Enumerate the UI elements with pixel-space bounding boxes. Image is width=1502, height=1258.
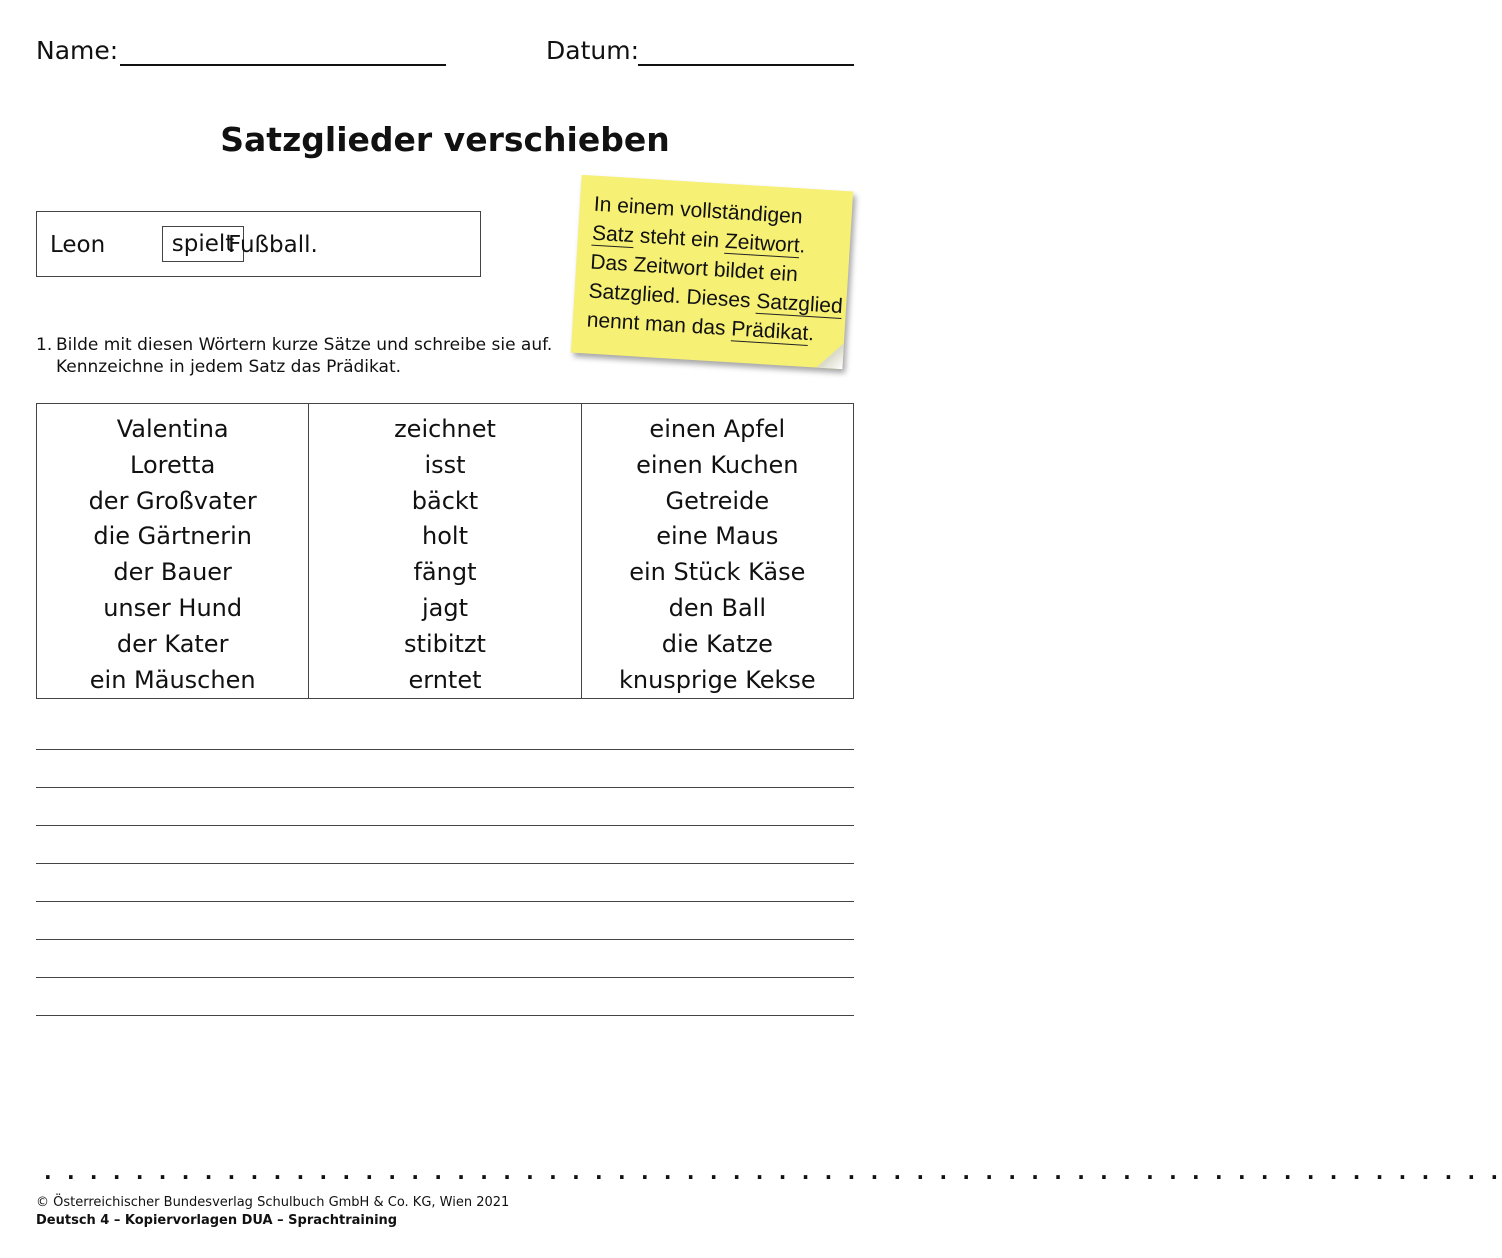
subject-word: der Kater xyxy=(116,629,229,658)
subject-word: Valentina xyxy=(116,415,229,443)
task-line-1 xyxy=(36,334,552,356)
objects-column xyxy=(581,404,853,698)
note-line-3: Das Zeitwort bildet ein xyxy=(589,250,799,287)
writing-line[interactable] xyxy=(36,1015,854,1016)
writing-line[interactable] xyxy=(36,787,854,788)
example-word-object: Fußball. xyxy=(228,232,318,258)
sticky-note xyxy=(571,175,853,369)
copyright-text: © Österreichischer Bundesverlag Schulbuch GmbH & Co. KG, Wien 2021 xyxy=(36,1195,510,1210)
example-predicate-box: spielt xyxy=(162,226,244,262)
verb-word: stibitzt xyxy=(404,629,486,658)
verb-word: isst xyxy=(424,450,466,479)
series-text: Deutsch 4 – Kopiervorlagen DUA – Sprachtraining xyxy=(36,1213,398,1228)
verb-word: jagt xyxy=(421,593,468,622)
page-title: Satzglieder verschieben xyxy=(220,120,670,159)
note-line-5-start: nennt man das xyxy=(586,308,733,341)
note-underlined-praedikat: Prädikat xyxy=(730,317,809,345)
subject-word: Loretta xyxy=(130,450,216,479)
subject-word: ein Mäuschen xyxy=(89,665,256,694)
subject-word: die Gärtnerin xyxy=(93,522,252,551)
object-word: Getreide xyxy=(665,486,770,515)
object-word: den Ball xyxy=(668,593,766,622)
name-field[interactable] xyxy=(120,64,446,66)
writing-line[interactable] xyxy=(36,901,854,902)
verb-word: holt xyxy=(422,522,468,551)
note-line-5-end: . xyxy=(807,322,815,346)
note-underlined-zeitwort: Zeitwort xyxy=(724,229,801,258)
verbs-column xyxy=(308,404,580,698)
task-text-1: Bilde mit diesen Wörtern kurze Sätze und schreibe sie auf. xyxy=(56,335,553,355)
object-word: eine Maus xyxy=(656,522,779,551)
note-page-curl xyxy=(816,342,844,370)
note-line-2-end: . xyxy=(798,234,807,258)
writing-line[interactable] xyxy=(36,863,854,864)
note-line-2-mid: steht ein xyxy=(633,224,726,253)
note-line-1: In einem vollständigen xyxy=(593,192,804,229)
dotted-divider: . . . . . . . . . . . . . . . . . . . . . . . . . . . . . . . . . . . . . . . . . . . . . . . . . . . . . . . . . . . . . . . . xyxy=(44,1160,1502,1184)
writing-line[interactable] xyxy=(36,825,854,826)
word-table xyxy=(36,403,854,699)
object-word: knusprige Kekse xyxy=(618,665,816,694)
verb-word: zeichnet xyxy=(394,415,496,443)
note-line-4-start: Satzglied. Dieses xyxy=(587,279,758,313)
task-number: 1. xyxy=(36,335,53,355)
task-line-2: Kennzeichne in jedem Satz das Prädikat. xyxy=(56,357,402,377)
name-label: Name: xyxy=(36,36,119,65)
object-word: ein Stück Käse xyxy=(629,558,806,587)
task-instructions xyxy=(36,334,552,378)
object-word: einen Apfel xyxy=(649,415,786,443)
note-underlined-satz: Satz xyxy=(591,221,635,248)
example-sentence-box xyxy=(36,211,481,277)
subject-word: der Bauer xyxy=(113,558,232,587)
verb-word: fängt xyxy=(413,558,477,587)
writing-line[interactable] xyxy=(36,939,854,940)
object-word: einen Kuchen xyxy=(636,450,799,479)
date-label: Datum: xyxy=(546,36,639,65)
note-underlined-satzglied: Satzglied xyxy=(755,289,844,319)
verb-word: bäckt xyxy=(411,486,479,515)
writing-line[interactable] xyxy=(36,977,854,978)
subjects-column xyxy=(37,404,308,698)
verb-word: erntet xyxy=(408,665,482,694)
writing-line[interactable] xyxy=(36,749,854,750)
subject-word: unser Hund xyxy=(103,593,243,622)
example-word-subject: Leon xyxy=(50,232,106,258)
object-word: die Katze xyxy=(661,629,773,658)
subject-word: der Großvater xyxy=(88,486,257,515)
date-field[interactable] xyxy=(638,64,854,66)
